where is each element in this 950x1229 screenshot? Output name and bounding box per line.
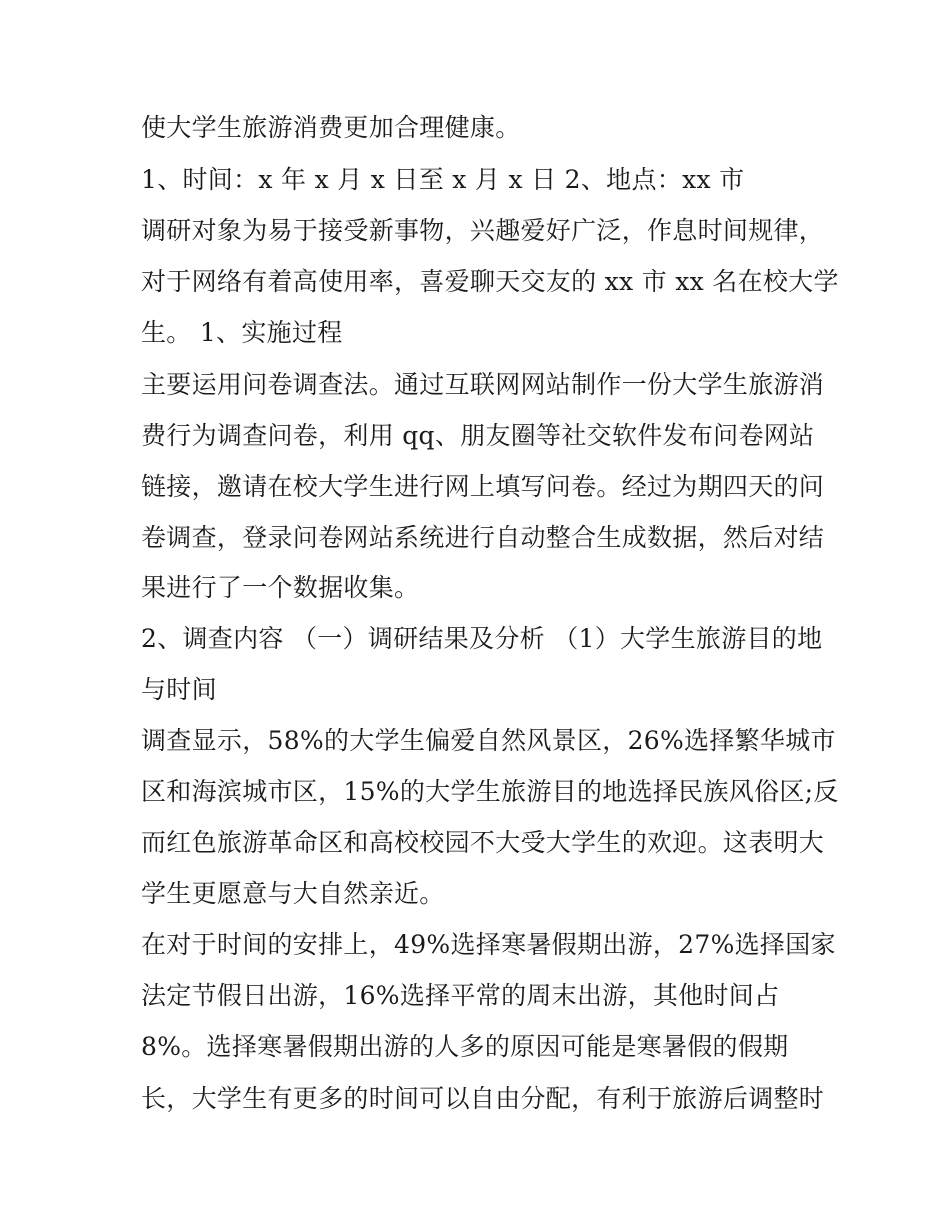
text-line: 生。 1、实施过程 — [141, 318, 343, 347]
text-line: 2、调查内容 （一）调研结果及分析 （1）大学生旅游目的地 — [141, 624, 823, 653]
text-line: 与时间 — [141, 675, 217, 704]
text-line: 果进行了一个数据收集。 — [141, 573, 420, 602]
text-line: 区和海滨城市区，15%的大学生旅游目的地选择民族风俗区;反 — [141, 777, 839, 806]
text-line: 在对于时间的安排上，49%选择寒暑假期出游，27%选择国家 — [141, 930, 836, 959]
text-line: 链接，邀请在校大学生进行网上填写问卷。经过为期四天的问 — [141, 472, 825, 501]
text-line: 调研对象为易于接受新事物，兴趣爱好广泛，作息时间规律， — [141, 216, 825, 245]
text-line: 8%。选择寒暑假期出游的人多的原因可能是寒暑假的假期 — [141, 1032, 789, 1061]
text-line: 法定节假日出游，16%选择平常的周末出游，其他时间占 — [141, 981, 780, 1010]
text-line: 对于网络有着高使用率，喜爱聊天交友的 xx 市 xx 名在校大学 — [141, 267, 839, 296]
text-line: 费行为调查问卷，利用 qq、朋友圈等社交软件发布问卷网站 — [141, 421, 815, 450]
text-line: 学生更愿意与大自然亲近。 — [141, 879, 445, 908]
text-line: 而红色旅游革命区和高校校园不大受大学生的欢迎。这表明大 — [141, 828, 825, 857]
text-line: 使大学生旅游消费更加合理健康。 — [141, 113, 521, 142]
text-line: 卷调查，登录问卷网站系统进行自动整合生成数据，然后对结 — [141, 523, 825, 552]
text-line: 1、时间：x 年 x 月 x 日至 x 月 x 日 2、地点：xx 市 — [141, 165, 745, 194]
text-line: 长，大学生有更多的时间可以自由分配，有利于旅游后调整时 — [141, 1084, 825, 1113]
text-line: 调查显示，58%的大学生偏爱自然风景区，26%选择繁华城市 — [141, 726, 836, 755]
text-line: 主要运用问卷调查法。通过互联网网站制作一份大学生旅游消 — [141, 370, 825, 399]
